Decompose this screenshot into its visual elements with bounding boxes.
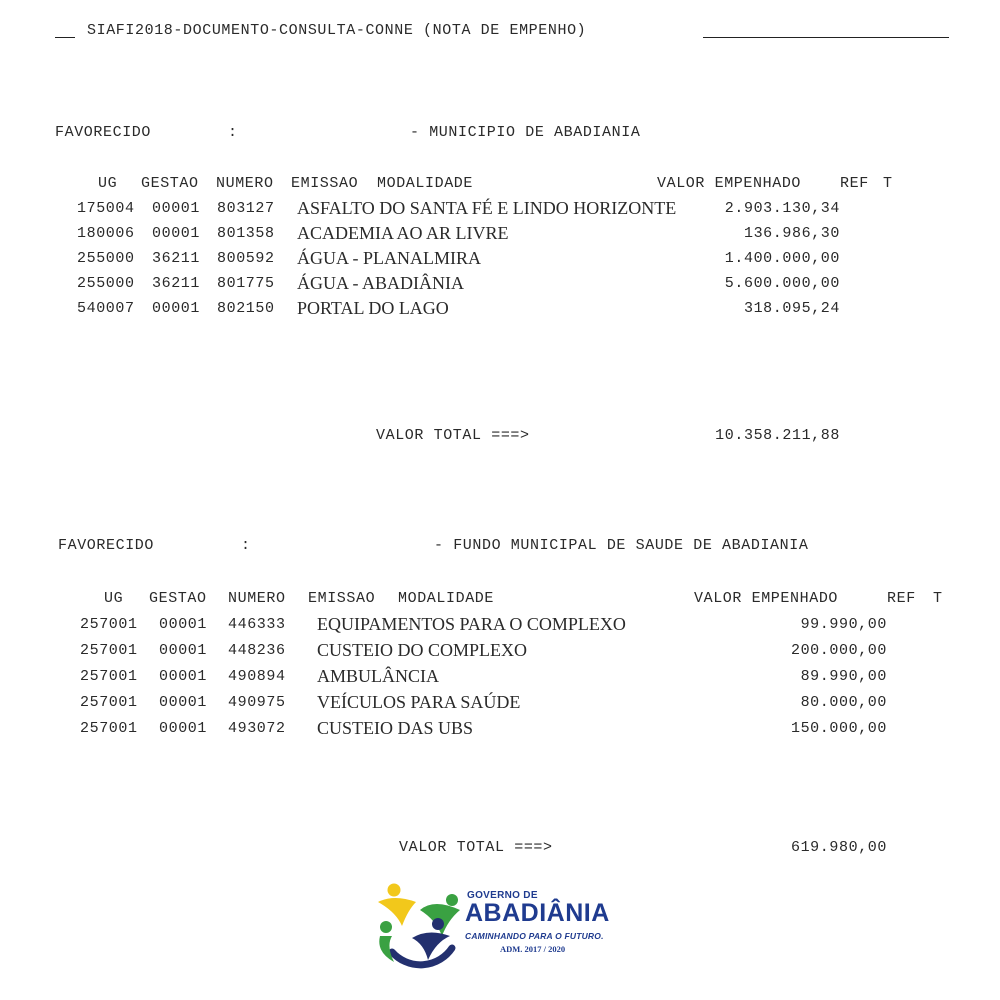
logo-emblem-icon: [372, 880, 467, 975]
col-valor-empenhado: VALOR EMPENHADO: [657, 175, 802, 192]
cell-descricao: PORTAL DO LAGO: [297, 298, 449, 318]
cell-valor: 5.600.000,00: [724, 275, 840, 292]
total-label: VALOR TOTAL ===>: [399, 839, 553, 856]
table-row: [0, 273, 1000, 297]
cell-descricao: AMBULÂNCIA: [317, 666, 440, 686]
cell-descricao: CUSTEIO DAS UBS: [317, 718, 474, 738]
col-ref: REF: [887, 590, 916, 607]
cell-numero: 448236: [228, 642, 286, 659]
favorecido-name: - FUNDO MUNICIPAL DE SAUDE DE ABADIANIA: [434, 537, 809, 554]
cell-gestao: 00001: [159, 720, 208, 737]
cell-ug: 257001: [80, 668, 138, 685]
table-row: [0, 614, 1000, 638]
favorecido-colon: :: [228, 124, 238, 141]
cell-valor: 1.400.000,00: [724, 250, 840, 267]
cell-valor: 89.990,00: [800, 668, 887, 685]
cell-descricao: ÁGUA - ABADIÂNIA: [297, 273, 464, 293]
table-row: [0, 666, 1000, 690]
cell-numero: 800592: [217, 250, 275, 267]
col-numero: NUMERO: [228, 590, 286, 607]
cell-numero: 801358: [217, 225, 275, 242]
cell-valor: 80.000,00: [800, 694, 887, 711]
cell-numero: 802150: [217, 300, 275, 317]
cell-ug: 257001: [80, 694, 138, 711]
cell-valor: 200.000,00: [790, 642, 887, 659]
logo-line1: GOVERNO DE: [467, 890, 538, 901]
cell-gestao: 00001: [159, 668, 208, 685]
table-row: [0, 640, 1000, 664]
cell-valor: 150.000,00: [790, 720, 887, 737]
table-row: [0, 298, 1000, 322]
col-t: T: [933, 590, 943, 607]
cell-numero: 801775: [217, 275, 275, 292]
governo-abadiania-logo: [372, 880, 632, 975]
cell-numero: 493072: [228, 720, 286, 737]
table-row: [0, 198, 1000, 222]
header-lead-rule: [55, 37, 75, 38]
cell-ug: 257001: [80, 720, 138, 737]
cell-gestao: 00001: [152, 200, 201, 217]
cell-descricao: ÁGUA - PLANALMIRA: [297, 248, 481, 268]
table-row: [0, 718, 1000, 742]
cell-descricao: CUSTEIO DO COMPLEXO: [317, 640, 528, 660]
table-row: [0, 248, 1000, 272]
cell-numero: 446333: [228, 616, 286, 633]
col-t: T: [883, 175, 893, 192]
cell-gestao: 00001: [159, 616, 208, 633]
col-modalidade: MODALIDADE: [377, 175, 474, 192]
favorecido-colon: :: [241, 537, 251, 554]
cell-descricao: ACADEMIA AO AR LIVRE: [297, 223, 509, 243]
cell-numero: 490894: [228, 668, 286, 685]
cell-gestao: 00001: [152, 225, 201, 242]
col-emissao: EMISSAO: [308, 590, 376, 607]
col-ref: REF: [840, 175, 869, 192]
total-label: VALOR TOTAL ===>: [376, 427, 530, 444]
col-gestao: GESTAO: [141, 175, 199, 192]
cell-descricao: EQUIPAMENTOS PARA O COMPLEXO: [317, 614, 626, 634]
favorecido-label: FAVORECIDO: [55, 124, 152, 141]
cell-valor: 99.990,00: [800, 616, 887, 633]
col-numero: NUMERO: [216, 175, 274, 192]
col-ug: UG: [104, 590, 124, 607]
cell-ug: 180006: [77, 225, 135, 242]
cell-numero: 490975: [228, 694, 286, 711]
header-tail-rule: [703, 37, 949, 38]
total-value: 10.358.211,88: [715, 427, 840, 444]
cell-ug: 257001: [80, 616, 138, 633]
cell-gestao: 36211: [152, 275, 201, 292]
table-row: [0, 692, 1000, 716]
cell-gestao: 36211: [152, 250, 201, 267]
cell-valor: 136.986,30: [743, 225, 840, 242]
col-ug: UG: [98, 175, 118, 192]
cell-ug: 255000: [77, 250, 135, 267]
favorecido-label: FAVORECIDO: [58, 537, 155, 554]
cell-descricao: ASFALTO DO SANTA FÉ E LINDO HORIZONTE: [297, 198, 677, 218]
table-row: [0, 223, 1000, 247]
favorecido-name: - MUNICIPIO DE ABADIANIA: [410, 124, 641, 141]
cell-ug: 255000: [77, 275, 135, 292]
logo-adm: ADM. 2017 / 2020: [500, 944, 566, 954]
cell-ug: 257001: [80, 642, 138, 659]
cell-valor: 318.095,24: [743, 300, 840, 317]
cell-ug: 175004: [77, 200, 135, 217]
cell-valor: 2.903.130,34: [724, 200, 840, 217]
document-header: [55, 22, 895, 42]
col-gestao: GESTAO: [149, 590, 207, 607]
cell-gestao: 00001: [159, 694, 208, 711]
document-title: SIAFI2018-DOCUMENTO-CONSULTA-CONNE (NOTA DE EMPENHO): [87, 22, 587, 39]
cell-numero: 803127: [217, 200, 275, 217]
col-modalidade: MODALIDADE: [398, 590, 495, 607]
logo-slogan: CAMINHANDO PARA O FUTURO.: [465, 931, 604, 941]
cell-ug: 540007: [77, 300, 135, 317]
cell-descricao: VEÍCULOS PARA SAÚDE: [317, 692, 521, 712]
cell-gestao: 00001: [152, 300, 201, 317]
col-valor-empenhado: VALOR EMPENHADO: [694, 590, 839, 607]
cell-gestao: 00001: [159, 642, 208, 659]
logo-line2: ABADIÂNIA: [465, 899, 610, 927]
col-emissao: EMISSAO: [291, 175, 359, 192]
total-value: 619.980,00: [790, 839, 887, 856]
